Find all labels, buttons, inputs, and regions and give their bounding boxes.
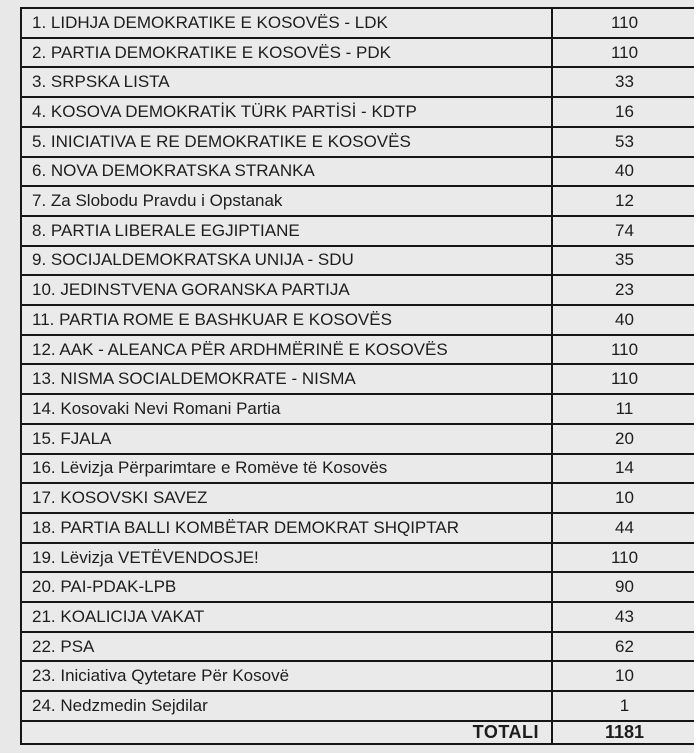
count-cell: 53 <box>552 127 694 157</box>
table-row <box>21 454 694 484</box>
table-row <box>21 97 694 127</box>
party-name-cell: 15. FJALA <box>21 424 552 454</box>
count-cell: 110 <box>552 364 694 394</box>
table-row <box>21 38 694 68</box>
party-name-cell: 20. PAI-PDAK-LPB <box>21 572 552 602</box>
table-row <box>21 186 694 216</box>
results-table-container <box>20 7 694 745</box>
party-name-cell: 7. Za Slobodu Pravdu i Opstanak <box>21 186 552 216</box>
table-row <box>21 602 694 632</box>
party-name-cell: 4. KOSOVA DEMOKRATİK TÜRK PARTİSİ - KDTP <box>21 97 552 127</box>
count-cell: 74 <box>552 216 694 246</box>
table-row <box>21 157 694 187</box>
party-name-cell: 9. SOCIJALDEMOKRATSKA UNIJA - SDU <box>21 246 552 276</box>
count-cell: 90 <box>552 572 694 602</box>
table-row <box>21 691 694 721</box>
count-cell: 110 <box>552 335 694 365</box>
table-row <box>21 275 694 305</box>
total-value: 1181 <box>552 721 694 744</box>
table-row <box>21 424 694 454</box>
total-label: TOTALI <box>21 721 552 744</box>
party-name-cell: 1. LIDHJA DEMOKRATIKE E KOSOVËS - LDK <box>21 8 552 38</box>
count-cell: 33 <box>552 67 694 97</box>
count-cell: 40 <box>552 305 694 335</box>
table-row <box>21 483 694 513</box>
count-cell: 20 <box>552 424 694 454</box>
count-cell: 10 <box>552 483 694 513</box>
party-name-cell: 8. PARTIA LIBERALE EGJIPTIANE <box>21 216 552 246</box>
table-row <box>21 216 694 246</box>
table-row <box>21 632 694 662</box>
count-cell: 110 <box>552 38 694 68</box>
party-name-cell: 16. Lëvizja Përparimtare e Romëve të Kosovës <box>21 454 552 484</box>
table-row <box>21 8 694 38</box>
count-cell: 10 <box>552 661 694 691</box>
party-name-cell: 17. KOSOVSKI SAVEZ <box>21 483 552 513</box>
count-cell: 16 <box>552 97 694 127</box>
table-row <box>21 394 694 424</box>
count-cell: 23 <box>552 275 694 305</box>
count-cell: 11 <box>552 394 694 424</box>
table-row <box>21 572 694 602</box>
party-name-cell: 12. AAK - ALEANCA PËR ARDHMËRINË E KOSOVËS <box>21 335 552 365</box>
table-row <box>21 335 694 365</box>
party-results-table <box>20 7 694 745</box>
table-row <box>21 67 694 97</box>
party-name-cell: 13. NISMA SOCIALDEMOKRATE - NISMA <box>21 364 552 394</box>
party-name-cell: 10. JEDINSTVENA GORANSKA PARTIJA <box>21 275 552 305</box>
party-name-cell: 6. NOVA DEMOKRATSKA STRANKA <box>21 157 552 187</box>
count-cell: 1 <box>552 691 694 721</box>
party-name-cell: 2. PARTIA DEMOKRATIKE E KOSOVËS - PDK <box>21 38 552 68</box>
count-cell: 35 <box>552 246 694 276</box>
party-name-cell: 22. PSA <box>21 632 552 662</box>
count-cell: 40 <box>552 157 694 187</box>
count-cell: 43 <box>552 602 694 632</box>
party-name-cell: 5. INICIATIVA E RE DEMOKRATIKE E KOSOVËS <box>21 127 552 157</box>
table-body <box>21 8 694 721</box>
total-row <box>21 721 694 744</box>
party-name-cell: 19. Lëvizja VETËVENDOSJE! <box>21 543 552 573</box>
party-name-cell: 23. Iniciativa Qytetare Për Kosovë <box>21 661 552 691</box>
count-cell: 110 <box>552 8 694 38</box>
table-footer <box>21 721 694 744</box>
table-row <box>21 543 694 573</box>
count-cell: 14 <box>552 454 694 484</box>
party-name-cell: 24. Nedzmedin Sejdilar <box>21 691 552 721</box>
table-row <box>21 661 694 691</box>
party-name-cell: 21. KOALICIJA VAKAT <box>21 602 552 632</box>
count-cell: 12 <box>552 186 694 216</box>
count-cell: 110 <box>552 543 694 573</box>
party-name-cell: 14. Kosovaki Nevi Romani Partia <box>21 394 552 424</box>
table-row <box>21 246 694 276</box>
party-name-cell: 3. SRPSKA LISTA <box>21 67 552 97</box>
table-row <box>21 513 694 543</box>
table-row <box>21 364 694 394</box>
count-cell: 62 <box>552 632 694 662</box>
table-row <box>21 127 694 157</box>
party-name-cell: 11. PARTIA ROME E BASHKUAR E KOSOVËS <box>21 305 552 335</box>
party-name-cell: 18. PARTIA BALLI KOMBËTAR DEMOKRAT SHQIPTAR <box>21 513 552 543</box>
count-cell: 44 <box>552 513 694 543</box>
table-row <box>21 305 694 335</box>
